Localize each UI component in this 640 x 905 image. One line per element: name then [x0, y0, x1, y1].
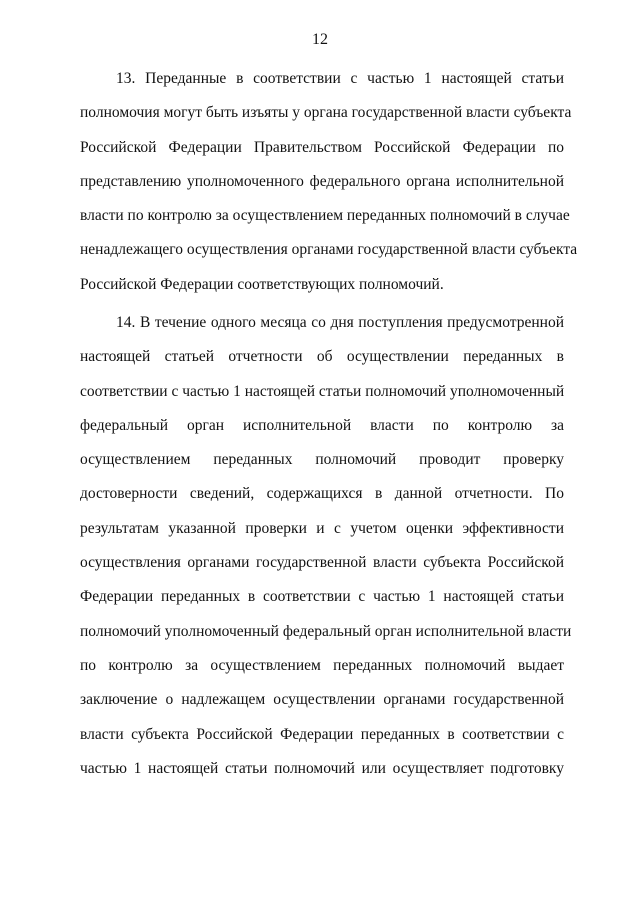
text-line: ненадлежащего осуществления органами государственной власти субъекта	[80, 241, 578, 259]
text-line: частью 1 настоящей статьи полномочий или осуществляет подготовку	[80, 759, 564, 777]
text-line: достоверности сведений, содержащихся в данной отчетности. По	[80, 485, 564, 503]
text-line: Российской Федерации Правительством Российской Федерации по	[80, 138, 564, 156]
paragraph-14	[80, 306, 572, 786]
text-line: заключение о надлежащем осуществлении органами государственной	[80, 691, 564, 709]
text-line: 14. В течение одного месяца со дня поступления предусмотренной	[116, 314, 564, 331]
text-line: соответствии с частью 1 настоящей статьи полномочий уполномоченный	[80, 382, 565, 400]
text-line: представлению уполномоченного федерального органа исполнительной	[80, 172, 564, 190]
text-line: Федерации переданных в соответствии с частью 1 настоящей статьи	[80, 588, 564, 606]
text-line: настоящей статьей отчетности об осуществлении переданных в	[80, 348, 564, 366]
text-line: 13. Переданные в соответствии с частью 1 настоящей статьи	[116, 70, 564, 87]
text-line: результатам указанной проверки и с учетом оценки эффективности	[80, 519, 564, 537]
text-line: полномочия могут быть изъяты у органа государственной власти субъекта	[80, 104, 572, 122]
text-line: по контролю за осуществлением переданных полномочий выдает	[80, 656, 564, 674]
page-number: 12	[312, 31, 328, 48]
text-line: Российской Федерации соответствующих полномочий.	[80, 275, 444, 293]
text-line: федеральный орган исполнительной власти по контролю за	[80, 416, 564, 434]
paragraph-13	[80, 62, 578, 302]
text-line: осуществления органами государственной власти субъекта Российской	[80, 554, 564, 572]
text-line: власти по контролю за осуществлением переданных полномочий в случае	[80, 207, 570, 225]
text-line: власти субъекта Российской Федерации переданных в соответствии с	[80, 725, 564, 743]
text-line: осуществлением переданных полномочий проводит проверку	[80, 451, 564, 469]
text-line: полномочий уполномоченный федеральный орган исполнительной власти	[80, 622, 572, 640]
